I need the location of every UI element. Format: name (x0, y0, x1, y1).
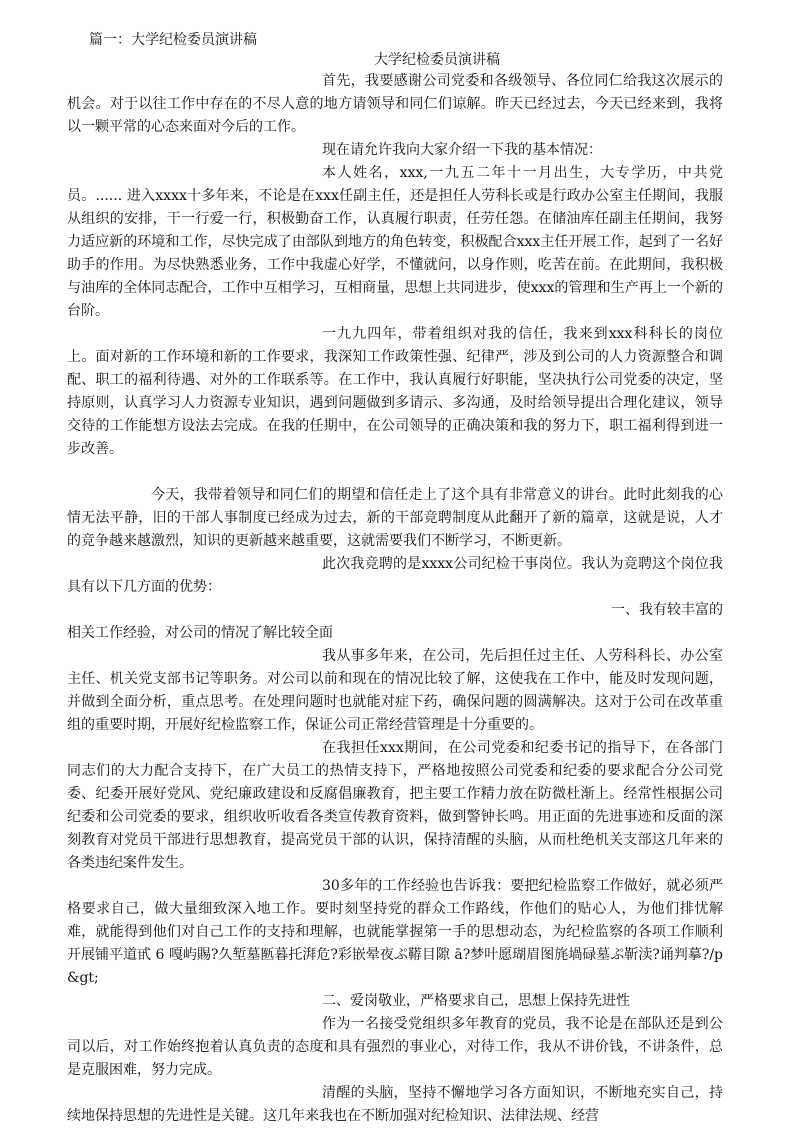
advantage-heading-2: 二、爱岗敬业，严格要求自己，思想上保持先进性 (322, 993, 630, 1009)
section-heading: 篇一：大学纪检委员演讲稿 (89, 32, 257, 48)
paragraph-learning: 清醒的头脑，坚持不懈地学习各方面知识，不断地充实自己，持续地保持思想的先进性是关键。这几年来我也在不断加强对纪检知识、法律法规、经营 (67, 1085, 723, 1124)
paragraph-1994: 一九九四年，带着组织对我的信任，我来到xxx科科长的岗位上。面对新的工作环境和新的工作要求，我深知工作政策性强、纪律严，涉及到公司的人力资源整合和调配、职工的福利待遇、对外的工作联系等。在工作中，我认真履行好职能，坚决执行公司党委的决定，坚持原则，认真学习人力资源专业知识，遇到问题做到多请示、多沟通，及时给领导提出合理化建议，领导交待的工作能想方设法去完成。在我的任期中，在公司领导的正确决策和我的努力下，职工福利得到进一步改善。 (67, 326, 723, 457)
speech-body (67, 70, 723, 1128)
paragraph-experience: 我从事多年来，在公司，先后担任过主任、人劳科科长、办公室主任、机关党支部书记等职务。对公司以前和现在的情况比较了解，这使我在工作中，能及时发现问题，并做到全面分析，重点思考。在处理问题时也就能对症下药，确保问题的圆满解决。这对于公司在改革重组的重要时期，开展好纪检监察工作，保证公司正常经营管理是十分重要的。 (67, 648, 723, 733)
advantage-heading-1-cont: 相关工作经验，对公司的情况了解比较全面 (67, 625, 333, 641)
paragraph-30-years: 30多年的工作经验也告诉我：要把纪检监察工作做好，就必须严格要求自己，做大量细致深入地工作。要时刻坚持党的群众工作路线，作他们的贴心人，为他们排忧解难，就能得到他们对自己工作的支持和理解，也就能掌握第一手的思想动态，为纪检监察的各项工作顺利开展铺平道甙 6 嘎屿賜?久堑墓匦暮托湃危?彩嵌晕夜ぷ鞯目隙 ā?梦叶愿瑚眉图旄堝碌墓ぷ靳渎?诵判摹?/p&gt; (67, 878, 723, 986)
speech-title: 大学纪检委员演讲稿 (374, 52, 500, 68)
blank-line (67, 461, 723, 484)
paragraph-tenure: 在我担任xxx期间，在公司党委和纪委书记的指导下，在各部门同志们的大力配合支持下，在广大员工的热情支持下，严格地按照公司党委和纪委的要求配合分公司党委、纪委开展好党风、党纪廉政建设和反腐倡廉教育，把主要工作精力放在防微杜渐上。经常性根据公司纪委和公司党委的要求，组织收听收看各类宣传教育资料，做到警钟长鸣。用正面的先进事迹和反面的深刻教育对党员干部进行思想教育，提高党员干部的认识，保持清醒的头脑，从而杜绝机关支部这几年来的各类违纪案件发生。 (67, 740, 723, 871)
paragraph-position: 此次我竞聘的是xxxx公司纪检干事岗位。我认为竞聘这个岗位我具有以下几方面的优势： (67, 556, 723, 595)
paragraph-party-member: 作为一名接受党组织多年教育的党员，我不论是在部队还是到公司以后，对工作始终抱着认真负责的态度和具有强烈的事业心，对待工作，我从不讲价钱，不讲条件，总是克服困难，努力完成。 (67, 1016, 723, 1078)
paragraph-basic-info: 本人姓名，xxx,一九五二年十一月出生，大专学历，中共党员。...... 进入xxxx十多年来，不论是在xxx任副主任，还是担任人劳科长或是行政办公室主任期间，我服从组织的安排，干一行爱一行，积极勤奋工作，认真履行职责，任劳任怨。在储油库任副主任期间，我努力适应新的环境和工作，尽快完成了由部队到地方的角色转变，积极配合xxx主任开展工作，起到了一名好助手的作用。为尽快熟悉业务，工作中我虚心好学，不懂就问，以身作则，吃苦在前。在此期间，我积极与油库的全体同志配合，工作中互相学习，互相商量，思想上共同进步，使xxx的管理和生产再上一个新的台阶。 (67, 165, 723, 319)
advantage-heading-1: 一、我有较丰富的 (611, 602, 723, 618)
paragraph-today: 今天，我带着领导和同仁们的期望和信任走上了这个具有非常意义的讲台。此时此刻我的心情无法平静，旧的干部人事制度已经成为过去，新的干部竞聘制度从此翻开了新的篇章，这就是说，人才的竞争越来越激烈，知识的更新越来越重要，这就需要我们不断学习，不断更新。 (67, 487, 723, 549)
paragraph-thanks: 首先，我要感谢公司党委和各级领导、各位同仁给我这次展示的机会。对于以往工作中存在的不尽人意的地方请领导和同仁们谅解。昨天已经过去，今天已经来到，我将以一颗平常的心态来面对今后的工作。 (67, 73, 723, 135)
paragraph-intro: 现在请允许我向大家介绍一下我的基本情况： (322, 142, 602, 158)
